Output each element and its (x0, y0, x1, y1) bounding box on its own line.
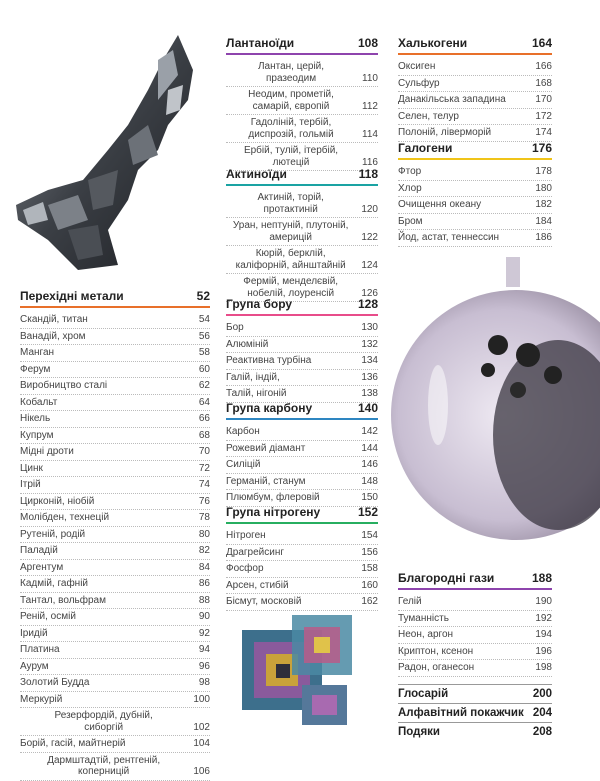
toc-entry-title: Нітроген (226, 530, 266, 541)
toc-entry-page: 130 (361, 322, 378, 333)
toc-entry-page: 158 (361, 563, 378, 574)
section-title: Халькогени (398, 36, 468, 50)
section-rule (226, 184, 378, 186)
section-header[interactable] (398, 36, 552, 53)
toc-entry[interactable] (20, 461, 210, 478)
toc-list (226, 528, 378, 611)
section-page: 52 (196, 289, 210, 303)
back-matter-page: 200 (532, 688, 552, 700)
toc-entry-title: Очищення океану (398, 199, 482, 210)
toc-entry-title-line: Фермій, менделєвій, (243, 276, 339, 287)
toc-entry[interactable] (398, 230, 552, 247)
toc-entry-title: Аргентум (20, 561, 64, 573)
toc-entry-title (226, 220, 361, 243)
toc-entry-page: 106 (193, 766, 210, 777)
toc-entry-page: 80 (198, 528, 210, 540)
toc-entry-title: Галій, індій, (226, 371, 280, 383)
toc-entry-page: 190 (535, 596, 552, 607)
section-page: 176 (531, 141, 552, 155)
toc-entry-title: Ферум (20, 363, 51, 375)
toc-entry-title (20, 755, 193, 778)
toc-entry[interactable] (226, 59, 378, 87)
toc-entry-page: 78 (198, 512, 210, 523)
section-title: Перехідні метали (20, 289, 124, 303)
toc-entry-title: Туманність (398, 612, 449, 624)
toc-entry[interactable] (20, 576, 210, 593)
toc-entry-title: Бісмут, московій (226, 596, 302, 607)
toc-entry[interactable] (398, 164, 552, 181)
toc-entry-page: 126 (361, 287, 378, 299)
toc-entry-title-line: Уран, нептуній, плутоній, (232, 220, 349, 231)
toc-entry-title (226, 192, 361, 215)
toc-entry-page: 60 (198, 363, 210, 375)
toc-entry-page: 58 (198, 347, 210, 358)
toc-entry-page: 178 (535, 166, 552, 177)
section-header[interactable] (20, 289, 210, 306)
toc-entry-title: Талій, нігоній (226, 388, 287, 399)
toc-entry-title: Оксиген (398, 61, 436, 72)
toc-entry-title: Криптон, ксенон (398, 645, 474, 657)
toc-entry-title: Гелій (398, 596, 422, 607)
toc-entry-title: Сульфур (398, 77, 440, 89)
toc-entry-page: 144 (361, 442, 378, 454)
toc-entry-page: 66 (198, 413, 210, 424)
section-title: Галогени (398, 141, 453, 155)
back-matter (398, 684, 552, 741)
toc-entry-page: 194 (535, 629, 552, 640)
toc-entry-title: Аурум (20, 660, 49, 672)
toc-entry[interactable] (20, 609, 210, 626)
toc-entry-title: Молібден, технецій (20, 512, 110, 523)
glass-sphere-image (398, 255, 600, 555)
toc-entry-page: 100 (193, 693, 210, 705)
toc-entry-page: 54 (198, 314, 210, 325)
toc-entry-page: 86 (198, 578, 210, 589)
section-title: Актиноїди (226, 167, 287, 181)
toc-entry[interactable] (20, 395, 210, 412)
section-page: 128 (357, 297, 378, 311)
section-header[interactable] (226, 167, 378, 184)
toc-list (20, 312, 210, 781)
section-rule (398, 588, 552, 590)
toc-list (226, 320, 378, 403)
toc-entry-title: Нікель (20, 413, 51, 424)
toc-entry-title: Арсен, стибій (226, 579, 289, 591)
toc-entry-page: 148 (361, 475, 378, 487)
toc-entry[interactable] (226, 545, 378, 562)
toc-entry-title-line: празеодим (265, 72, 317, 84)
toc-entry-title: Германій, станум (226, 475, 306, 487)
toc-entry-page: 62 (198, 380, 210, 391)
toc-entry-title: Паладій (20, 545, 58, 556)
toc-entry-title (226, 145, 362, 168)
toc-list (226, 59, 378, 171)
toc-entry-title-line: протактиній (263, 203, 318, 215)
toc-entry-page: 124 (361, 259, 378, 271)
toc-entry-title: Карбон (226, 426, 260, 437)
toc-entry[interactable] (398, 214, 552, 231)
toc-entry-title: Хлор (398, 182, 422, 194)
toc-entry-page: 180 (535, 182, 552, 194)
toc-entry-page: 68 (198, 429, 210, 441)
toc-entry[interactable] (226, 474, 378, 491)
toc-entry-page: 132 (361, 338, 378, 350)
toc-entry-title-line: Лантан, церій, (257, 61, 325, 72)
toc-entry[interactable] (20, 411, 210, 428)
toc-entry-title-line: нобелій, лоуренсій (247, 287, 335, 299)
toc-entry-title: Полоній, ліверморій (398, 127, 492, 138)
toc-entry-page: 94 (198, 644, 210, 655)
toc-entry[interactable] (20, 626, 210, 643)
back-matter-entry[interactable] (398, 722, 552, 741)
toc-entry[interactable] (20, 527, 210, 544)
section-rule (226, 53, 378, 55)
toc-entry-page: 122 (361, 231, 378, 243)
toc-entry[interactable] (20, 329, 210, 346)
toc-entry-page: 116 (362, 156, 378, 168)
toc-entry-page: 150 (361, 492, 378, 503)
section-rule (226, 522, 378, 524)
section-halogens (398, 141, 552, 247)
toc-entry-page: 90 (198, 611, 210, 622)
toc-list (226, 190, 378, 302)
section-transition-metals (20, 289, 210, 781)
toc-entry-title: Купрум (20, 429, 54, 441)
section-header[interactable] (398, 571, 552, 588)
toc-entry[interactable] (226, 87, 378, 115)
back-matter-title: Подяки (398, 726, 440, 738)
toc-entry[interactable] (398, 197, 552, 214)
toc-entry[interactable] (20, 593, 210, 610)
toc-entry[interactable] (20, 494, 210, 511)
toc-entry[interactable] (226, 353, 378, 370)
toc-entry-page: 146 (361, 459, 378, 470)
bismuth-crystal-image (232, 605, 362, 730)
toc-entry-title (226, 117, 362, 140)
back-matter-page: 204 (532, 707, 552, 719)
toc-entry-page: 120 (361, 203, 378, 215)
toc-entry-page: 64 (198, 396, 210, 408)
toc-entry-title (226, 276, 361, 299)
toc-entry-page: 196 (535, 645, 552, 657)
toc-entry[interactable] (226, 528, 378, 545)
toc-entry[interactable] (398, 125, 552, 142)
toc-entry-page: 92 (198, 627, 210, 639)
section-rule (398, 158, 552, 160)
toc-entry-title: Радон, оганесон (398, 662, 475, 673)
toc-entry-page: 138 (361, 388, 378, 399)
toc-entry-title: Силіцій (226, 459, 261, 470)
toc-entry-title: Борій, гасій, майтнерій (20, 738, 126, 749)
toc-entry-page: 184 (535, 215, 552, 227)
toc-entry-title: Мідні дроти (20, 446, 74, 457)
toc-entry[interactable] (226, 190, 378, 218)
toc-entry-page: 82 (198, 545, 210, 556)
toc-entry-page: 170 (535, 94, 552, 105)
toc-entry-title: Фосфор (226, 563, 264, 574)
toc-entry-title: Бром (398, 215, 423, 227)
toc-entry[interactable] (398, 59, 552, 76)
section-title: Група бору (226, 297, 293, 311)
toc-entry-title-line: Гадоліній, тербій, (250, 117, 332, 128)
toc-entry-page: 182 (535, 199, 552, 210)
toc-entry[interactable] (20, 753, 210, 781)
toc-entry-page: 110 (362, 72, 378, 84)
dark-crystal-image (8, 30, 208, 280)
toc-entry-title: Данакільська западина (398, 94, 506, 105)
section-chalcogens (398, 36, 552, 142)
toc-entry-title: Йод, астат, теннессин (398, 232, 500, 243)
toc-entry-title: Виробництво сталі (20, 380, 108, 391)
back-matter-entry[interactable] (398, 703, 552, 722)
toc-entry-title: Кадмій, гафній (20, 578, 89, 589)
toc-entry-page: 136 (361, 371, 378, 383)
toc-entry-title: Золотий Будда (20, 677, 90, 688)
toc-entry[interactable] (20, 477, 210, 494)
toc-entry-title-line: самарій, європій (252, 100, 330, 112)
toc-entry[interactable] (20, 642, 210, 659)
toc-entry[interactable] (226, 594, 378, 611)
toc-entry-title: Рутеній, родій (20, 528, 86, 540)
back-matter-entry[interactable] (398, 684, 552, 703)
back-matter-title: Алфавітний покажчик (398, 707, 524, 719)
toc-entry-title-line: каліфорній, айнштайній (235, 259, 346, 271)
toc-entry[interactable] (20, 444, 210, 461)
toc-list (398, 59, 552, 142)
toc-entry-title: Тантал, вольфрам (20, 594, 106, 606)
toc-entry-title: Цирконій, ніобій (20, 495, 95, 507)
section-title: Група карбону (226, 401, 313, 415)
back-matter-list (398, 684, 552, 741)
toc-list (398, 594, 552, 677)
toc-entry-title: Цинк (20, 462, 43, 474)
toc-entry-title: Скандій, титан (20, 314, 88, 325)
toc-entry-title (20, 710, 193, 733)
toc-entry-page: 76 (198, 495, 210, 507)
section-noble-gases (398, 571, 552, 677)
toc-entry-title-line: Ербій, тулій, ітербій, (243, 145, 339, 156)
toc-entry-title-line: америцій (269, 231, 312, 243)
toc-entry[interactable] (20, 560, 210, 577)
section-title: Благородні гази (398, 571, 495, 585)
toc-entry[interactable] (226, 457, 378, 474)
toc-entry[interactable] (398, 627, 552, 644)
toc-entry-page: 84 (198, 561, 210, 573)
toc-entry-title: Ітрій (20, 479, 41, 490)
section-page: 152 (357, 505, 378, 519)
section-nitrogen-group (226, 505, 378, 611)
toc-entry[interactable] (226, 370, 378, 387)
section-header[interactable] (226, 401, 378, 418)
toc-entry[interactable] (226, 337, 378, 354)
toc-entry[interactable] (398, 92, 552, 109)
toc-entry[interactable] (20, 692, 210, 709)
toc-entry[interactable] (398, 594, 552, 611)
toc-entry-page: 160 (361, 579, 378, 591)
toc-entry-page: 74 (198, 479, 210, 490)
section-rule (398, 53, 552, 55)
toc-entry-title: Кобальт (20, 396, 58, 408)
toc-entry-page: 104 (193, 738, 210, 749)
toc-entry-title-line: Актиній, торій, (257, 192, 324, 203)
toc-entry[interactable] (20, 378, 210, 395)
section-header[interactable] (398, 141, 552, 158)
toc-entry-title: Селен, телур (398, 110, 459, 122)
toc-entry-title (226, 89, 362, 112)
toc-entry-title: Рожевий діамант (226, 442, 306, 454)
toc-entry[interactable] (398, 181, 552, 198)
toc-entry[interactable] (20, 736, 210, 753)
toc-entry-title: Меркурій (20, 693, 63, 705)
toc-entry-page: 70 (198, 446, 210, 457)
toc-entry-title-line: диспрозій, гольмій (248, 128, 334, 140)
toc-entry-title: Платина (20, 644, 60, 655)
toc-entry[interactable] (20, 675, 210, 692)
toc-entry-page: 56 (198, 330, 210, 342)
section-page: 118 (358, 167, 378, 181)
section-page: 108 (357, 36, 378, 50)
toc-entry-title: Реактивна турбіна (226, 355, 312, 366)
toc-entry-page: 98 (198, 677, 210, 688)
toc-entry-page: 162 (361, 596, 378, 607)
toc-entry-title: Фтор (398, 166, 422, 177)
toc-entry[interactable] (20, 428, 210, 445)
section-boron-group (226, 297, 378, 403)
toc-entry[interactable] (226, 578, 378, 595)
toc-entry[interactable] (398, 109, 552, 126)
toc-entry[interactable] (20, 362, 210, 379)
toc-entry-page: 156 (361, 546, 378, 558)
toc-entry-page: 72 (198, 462, 210, 474)
toc-entry[interactable] (226, 218, 378, 246)
toc-entry-title-line: Дармштадтій, рентгеній, (47, 754, 161, 766)
section-rule (20, 306, 210, 308)
toc-entry[interactable] (398, 660, 552, 677)
toc-entry-title: Реній, осмій (20, 611, 76, 622)
toc-entry-title-line: Резерфордій, дубній, (54, 710, 153, 721)
toc-entry-title (226, 248, 361, 271)
toc-entry[interactable] (226, 115, 378, 143)
toc-entry[interactable] (398, 644, 552, 661)
section-header[interactable] (226, 505, 378, 522)
toc-entry-page: 198 (535, 662, 552, 673)
section-page: 188 (531, 571, 552, 585)
toc-entry-page: 142 (361, 426, 378, 437)
toc-entry-title (226, 61, 362, 84)
back-matter-page: 208 (532, 726, 552, 738)
toc-entry-title-line: Кюрій, берклій, (255, 248, 326, 259)
toc-entry-title-line: лютецій (272, 156, 310, 168)
toc-entry[interactable] (20, 312, 210, 329)
toc-entry-title: Ванадій, хром (20, 330, 86, 342)
toc-entry-page: 174 (535, 127, 552, 138)
toc-entry-page: 166 (535, 61, 552, 72)
toc-entry[interactable] (20, 345, 210, 362)
toc-entry[interactable] (20, 659, 210, 676)
toc-entry[interactable] (226, 246, 378, 274)
section-page: 140 (357, 401, 378, 415)
section-actinides (226, 167, 378, 302)
toc-entry-page: 172 (535, 110, 552, 122)
toc-list (398, 164, 552, 247)
toc-entry[interactable] (398, 76, 552, 93)
toc-entry[interactable] (398, 611, 552, 628)
toc-entry[interactable] (20, 510, 210, 527)
toc-entry-page: 192 (535, 612, 552, 624)
toc-entry[interactable] (226, 424, 378, 441)
toc-entry-title: Плюмбум, флеровій (226, 492, 320, 503)
toc-list (226, 424, 378, 507)
toc-entry-page: 154 (361, 530, 378, 541)
section-title: Група нітрогену (226, 505, 321, 519)
section-carbon-group (226, 401, 378, 507)
toc-entry-title: Манган (20, 347, 55, 358)
toc-entry[interactable] (226, 561, 378, 578)
back-matter-title: Глосарій (398, 688, 449, 700)
toc-entry-title: Іридій (20, 627, 48, 639)
toc-entry-title-line: Неодим, прометій, (248, 89, 334, 100)
section-rule (226, 418, 378, 420)
section-title: Лантаноїди (226, 36, 295, 50)
toc-entry-page: 186 (535, 232, 552, 243)
toc-entry-page: 96 (198, 660, 210, 672)
section-rule (226, 314, 378, 316)
toc-entry-page: 112 (362, 100, 378, 112)
section-header[interactable] (226, 36, 378, 53)
toc-entry-page: 88 (198, 594, 210, 606)
toc-entry[interactable] (20, 543, 210, 560)
toc-entry-title: Драгрейсинг (226, 546, 285, 558)
toc-entry[interactable] (226, 320, 378, 337)
toc-entry-title: Алюміній (226, 338, 269, 350)
section-page: 164 (531, 36, 552, 50)
section-header[interactable] (226, 297, 378, 314)
section-lanthanides (226, 36, 378, 171)
toc-entry-page: 102 (193, 721, 210, 733)
toc-entry-title: Бор (226, 322, 244, 333)
toc-entry[interactable] (226, 441, 378, 458)
toc-entry-page: 114 (362, 128, 378, 140)
toc-entry-title-line: сиборгій (84, 721, 124, 733)
toc-entry-title: Неон, аргон (398, 629, 454, 640)
toc-entry[interactable] (20, 708, 210, 736)
toc-entry-page: 168 (535, 77, 552, 89)
toc-entry-page: 134 (361, 355, 378, 366)
toc-entry-title-line: коперницій (78, 766, 130, 777)
